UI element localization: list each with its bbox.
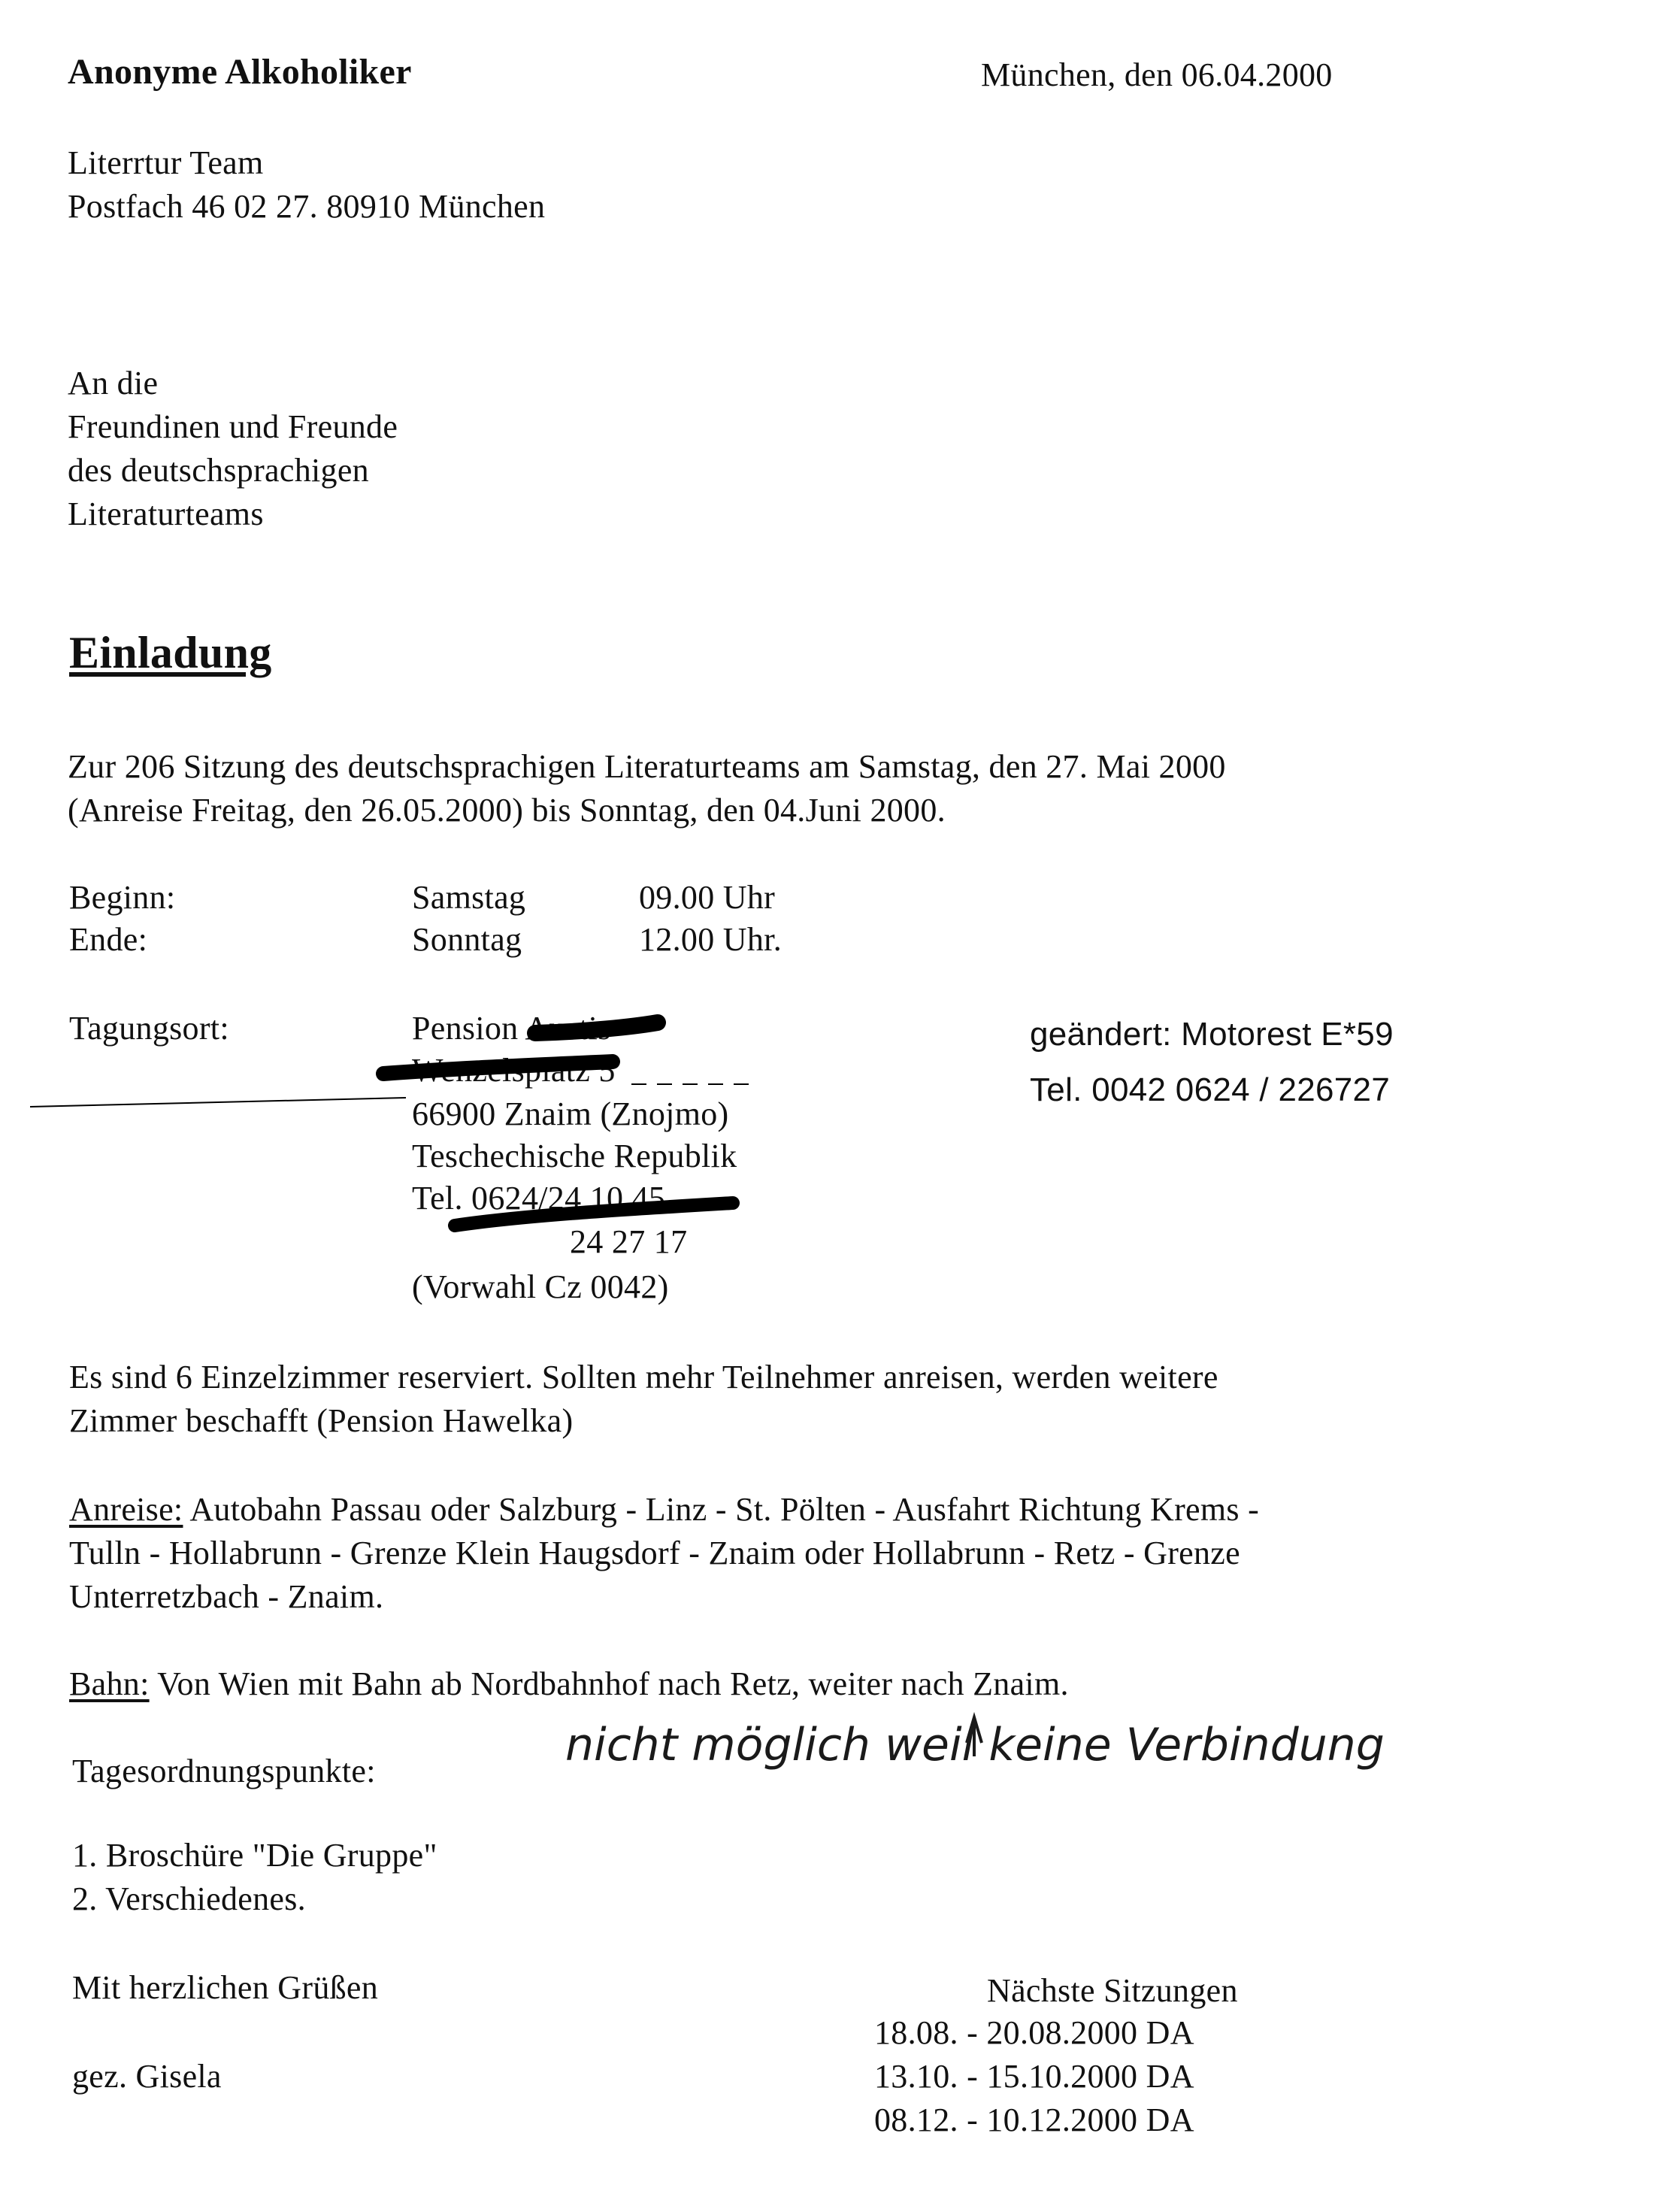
arrival-label: Anreise: <box>69 1491 183 1528</box>
venue-phone-new: 24 27 17 <box>570 1223 688 1260</box>
intro-line: (Anreise Freitag, den 26.05.2000) bis Sonntag, den 04.Juni 2000. <box>68 792 946 829</box>
train-label: Bahn: <box>69 1665 150 1702</box>
organization-name: Anonyme Alkoholiker <box>68 52 412 92</box>
postbox-address: Postfach 46 02 27. 80910 München <box>68 188 546 225</box>
next-meeting-date: 13.10. - 15.10.2000 DA <box>874 2058 1194 2095</box>
venue-city: 66900 Znaim (Znojmo) <box>412 1095 729 1132</box>
recipient-line: Literaturteams <box>68 495 264 532</box>
venue-changed-note: geändert: Motorest E*59 <box>1030 1016 1394 1053</box>
venue-street: Wenzelsplatz 5 <box>412 1052 616 1089</box>
begin-day: Samstag <box>412 879 526 916</box>
venue-name: Pension Austis <box>412 1010 611 1047</box>
rooms-line: Es sind 6 Einzelzimmer reserviert. Sollten mehr Teilnehmer anreisen, werden weitere <box>69 1359 1218 1395</box>
begin-label: Beginn: <box>69 879 176 916</box>
begin-time: 09.00 Uhr <box>639 879 776 916</box>
next-meetings-title: Nächste Sitzungen <box>987 1972 1238 2009</box>
venue-country: Teschechische Republik <box>412 1138 737 1174</box>
document-title: Einladung <box>69 628 272 677</box>
rooms-line: Zimmer beschafft (Pension Hawelka) <box>69 1402 574 1439</box>
next-meeting-date: 08.12. - 10.12.2000 DA <box>874 2101 1194 2138</box>
team-name: Literrtur Team <box>68 144 264 181</box>
end-label: Ende: <box>69 921 148 958</box>
recipient-line: An die <box>68 365 159 401</box>
end-time: 12.00 Uhr. <box>639 921 782 958</box>
recipient-line: des deutschsprachigen <box>68 452 369 489</box>
end-day: Sonntag <box>412 921 522 958</box>
intro-line: Zur 206 Sitzung des deutschsprachigen Literaturteams am Samstag, den 27. Mai 2000 <box>68 748 1226 785</box>
train-text: Von Wien mit Bahn ab Nordbahnhof nach Retz, weiter nach Znaim. <box>157 1665 1069 1702</box>
venue-phone: Tel. 0624/24 10 45 <box>412 1180 666 1217</box>
venue-phone-prefix: (Vorwahl Cz 0042) <box>412 1268 669 1305</box>
recipient-line: Freundinen und Freunde <box>68 408 398 445</box>
agenda-item: 2. Verschiedenes. <box>72 1880 306 1917</box>
venue-label: Tagungsort: <box>69 1010 229 1047</box>
signature: gez. Gisela <box>72 2058 222 2095</box>
place-date: München, den 06.04.2000 <box>981 56 1333 93</box>
arrival-line: Unterretzbach - Znaim. <box>69 1578 384 1615</box>
arrival-text: Autobahn Passau oder Salzburg - Linz - St. Pölten - Ausfahrt Richtung Krems - <box>189 1491 1260 1528</box>
venue-changed-phone: Tel. 0042 0624 / 226727 <box>1030 1071 1391 1108</box>
arrival-line: Tulln - Hollabrunn - Grenze Klein Haugsdorf - Znaim oder Hollabrunn - Retz - Grenze <box>69 1535 1240 1571</box>
closing-greeting: Mit herzlichen Grüßen <box>72 1969 379 2006</box>
agenda-label: Tagesordnungspunkte: <box>72 1753 376 1789</box>
next-meeting-date: 18.08. - 20.08.2000 DA <box>874 2014 1194 2051</box>
agenda-item: 1. Broschüre "Die Gruppe" <box>72 1837 437 1874</box>
handwritten-note: nicht möglich weil keine Verbindung <box>565 1719 1385 1771</box>
